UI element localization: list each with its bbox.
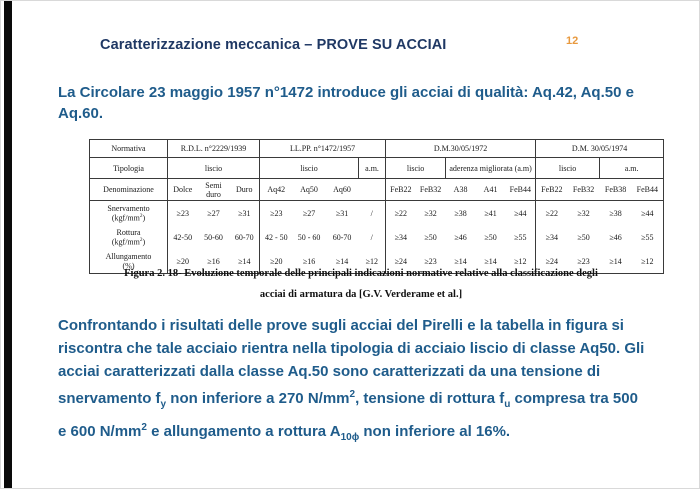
- row-unit: (kgf/mm: [111, 213, 140, 223]
- table-cell: FeB22: [386, 179, 416, 201]
- row-unit: (%): [122, 261, 135, 271]
- figure-caption-line2: acciai di armatura da [G.V. Verderame et al.]: [259, 289, 463, 300]
- table-row-tipologia: [90, 158, 664, 179]
- table-cell: ≥55: [514, 232, 527, 242]
- figure-caption: [61, 263, 661, 305]
- row-label-text: Snervamento: [107, 203, 150, 213]
- table-cell: ≥23: [577, 256, 590, 266]
- normative-table: [89, 139, 665, 274]
- table-cell: ≥23: [424, 256, 437, 266]
- table-header-cell: liscio: [386, 158, 446, 179]
- table-cell: ≥31: [335, 208, 349, 218]
- table-cell: 42-50: [168, 225, 198, 249]
- table-cell: ≥27: [207, 208, 220, 218]
- figure-caption-line1: Figura 2. 18- Evoluzione temporale delle principali indicazioni normative relative alla classificazione degli: [124, 268, 598, 279]
- intro-paragraph: La Circolare 23 maggio 1957 n°1472 introduce gli acciai di qualità: Aq.42, Aq.50 e Aq.60.: [58, 84, 634, 122]
- paragraph-text: e allungamento a rottura A: [146, 423, 341, 440]
- table-cell: ≥31: [238, 208, 251, 218]
- table-cell: /: [370, 208, 373, 218]
- paragraph-text: Confrontando i risultati delle prove sugli acciai del Pirelli e la tabella in figura si riscontra che tale acciaio rientra nella tipologia di acciaio liscio di classe Aq50. Gli acciai caratterizzati dalla classe Aq.50 sono caratterizzati da una tensione di snervamento f: [58, 317, 645, 407]
- page-number: 12: [566, 35, 579, 47]
- table-cell: FeB44: [506, 179, 536, 201]
- table-cell: FeB44: [632, 179, 664, 201]
- table-cell: ≥27: [302, 208, 316, 218]
- table-cell: ≥14: [238, 256, 251, 266]
- table-header-cell: R.D.L. n°2229/1939: [168, 140, 260, 158]
- table-row-normativa: [90, 140, 664, 158]
- paragraph-subscript: 10ϕ: [340, 432, 360, 443]
- table-header-cell: D.M.30/05/1972: [386, 140, 536, 158]
- table-cell: ≥14: [484, 256, 497, 266]
- table-cell: ≥38: [454, 208, 467, 218]
- table-header-cell: D.M. 30/05/1974: [536, 140, 664, 158]
- table-cell: Aq60: [326, 179, 359, 201]
- paragraph-text: compresa tra 500 e 600 N/mm: [58, 390, 638, 440]
- table-cell: ≥32: [577, 208, 590, 218]
- paragraph-text: non inferiore a 270 N/mm: [166, 390, 350, 407]
- table-cell: ≥50: [577, 232, 590, 242]
- table-cell: ≥41: [484, 208, 497, 218]
- table-row-denominazione: [90, 179, 664, 201]
- table-header-cell: a.m.: [359, 158, 386, 179]
- table-cell: FeB32: [416, 179, 446, 201]
- paragraph-text: , tensione di rottura f: [355, 390, 505, 407]
- row-unit: (kgf/mm: [111, 237, 140, 247]
- table-cell: FeB22: [536, 179, 568, 201]
- table-cell: Aq42: [260, 179, 293, 201]
- table-cell: ≥16: [302, 256, 316, 266]
- paragraph-superscript: 2: [141, 422, 147, 433]
- table-cell: ≥12: [514, 256, 527, 266]
- table-cell: 60-70: [234, 232, 254, 242]
- table-cell: Semi duro: [198, 179, 230, 201]
- table-header-cell: Denominazione: [90, 179, 168, 201]
- table-cell: 60-70: [332, 232, 352, 242]
- table-header-cell: liscio: [168, 158, 260, 179]
- table-cell: FeB38: [600, 179, 632, 201]
- paragraph-text: non inferiore al 16%.: [359, 423, 511, 440]
- table-cell: ≥46: [454, 232, 467, 242]
- left-frame-bar: [4, 1, 12, 489]
- table-row-label: [90, 225, 168, 249]
- row-unit-sup: 2: [139, 236, 143, 243]
- paragraph-subscript: u: [504, 399, 511, 410]
- table-cell: ≥44: [641, 208, 654, 218]
- table-cell: 50 - 60: [297, 232, 321, 242]
- table-cell: ≥20: [168, 249, 198, 274]
- table-row-label: [90, 201, 168, 226]
- table-cell: ≥14: [335, 256, 349, 266]
- table-cell: Aq50: [293, 179, 326, 201]
- table-cell: Dolce: [168, 179, 198, 201]
- row-label-text: Rottura: [116, 227, 141, 237]
- table-cell: ≥50: [424, 232, 437, 242]
- table-row-rottura: [90, 225, 664, 249]
- table-cell: ≥55: [641, 232, 654, 242]
- table-header-cell: liscio: [260, 158, 359, 179]
- table-cell: ≥24: [386, 249, 416, 274]
- table-cell: ≥34: [386, 225, 416, 249]
- table-cell: ≥32: [424, 208, 437, 218]
- table-cell: ≥46: [609, 232, 622, 242]
- table-header-cell: Tipologia: [90, 158, 168, 179]
- row-unit: ): [142, 213, 146, 223]
- table-header-cell: a.m.: [600, 158, 664, 179]
- table-cell: [359, 179, 386, 201]
- table-cell: ≥22: [536, 201, 568, 226]
- slide-title: Caratterizzazione meccanica – PROVE SU ACCIAI: [100, 37, 447, 53]
- table-row-snervamento: [90, 201, 664, 226]
- table-cell: A38: [446, 179, 476, 201]
- table-header-cell: liscio: [536, 158, 600, 179]
- table-cell: ≥22: [386, 201, 416, 226]
- table-header-cell: aderenza migliorata (a.m): [446, 158, 536, 179]
- table-cell: ≥12: [365, 256, 378, 266]
- row-unit-sup: 2: [139, 212, 143, 219]
- paragraph-subscript: y: [160, 399, 167, 410]
- table-header-cell: Normativa: [90, 140, 168, 158]
- paragraph-superscript: 2: [349, 389, 356, 400]
- table-cell: ≥16: [207, 256, 220, 266]
- table-cell: /: [370, 232, 373, 242]
- table-cell: A41: [476, 179, 506, 201]
- table-cell: ≥12: [641, 256, 654, 266]
- table-cell: ≥34: [536, 225, 568, 249]
- row-label-text: Allungamento: [105, 251, 152, 261]
- table-cell: FeB32: [568, 179, 600, 201]
- row-unit: ): [142, 237, 146, 247]
- table-cell: ≥23: [168, 201, 198, 226]
- table-cell: ≥50: [484, 232, 497, 242]
- table-cell: Duro: [230, 179, 260, 201]
- body-paragraph: [58, 314, 650, 449]
- table-cell: ≥23: [260, 201, 293, 226]
- table-cell: ≥44: [514, 208, 527, 218]
- table-cell: ≥20: [260, 249, 293, 274]
- table-cell: ≥24: [536, 249, 568, 274]
- table-cell: ≥38: [609, 208, 622, 218]
- table-cell: ≥14: [609, 256, 622, 266]
- table-header-cell: LL.PP. n°1472/1957: [260, 140, 386, 158]
- table-cell: 50-60: [204, 232, 223, 242]
- table-cell: 42 - 50: [260, 225, 293, 249]
- table-cell: ≥14: [454, 256, 467, 266]
